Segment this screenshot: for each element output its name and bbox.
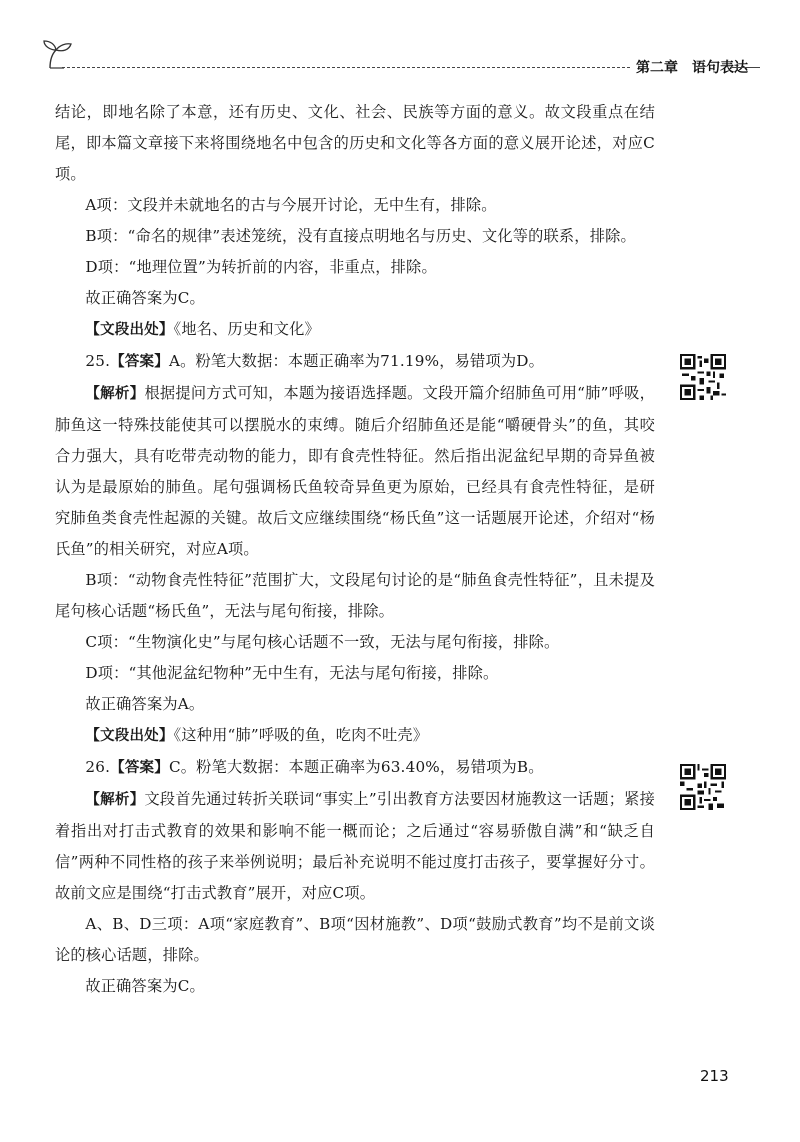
option-analysis: A、B、D三项：A项“家庭教育”、B项“因材施教”、D项“鼓励式教育”均不是前文谈论的核心话题，排除。 — [55, 915, 655, 964]
answer-line-25: 25.【答案】A。粉笔大数据：本题正确率为71.19%，易错项为D。 — [85, 352, 544, 370]
page-body — [55, 97, 655, 1002]
option-analysis: A项：文段并未就地名的古与今展开讨论，无中生有，排除。 — [85, 196, 497, 214]
page-number: 213 — [700, 1067, 729, 1085]
option-analysis: B项：“动物食壳性特征”范围扩大，文段尾句讨论的是“肺鱼食壳性特征”，且未提及尾句核心话题“杨氏鱼”，无法与尾句衔接，排除。 — [55, 571, 655, 620]
option-analysis: C项：“生物演化史”与尾句核心话题不一致，无法与尾句衔接，排除。 — [85, 633, 560, 651]
answer-tag: 【答案】 — [110, 354, 169, 370]
answer-conclusion: 故正确答案为A。 — [85, 695, 205, 713]
analysis-26: 【解析】文段首先通过转折关联词“事实上”引出教育方法要因材施教这一话题；紧接着指出对打击式教育的效果和影响不能一概而论；之后通过“容易骄傲自满”和“缺乏自信”两种不同性格的孩子来举例说明；最后补充说明不能过度打击孩子，要掌握好分寸。故前文应是围绕“打击式教育”展开，对应C项。 — [55, 790, 655, 902]
header-rule-right — [730, 67, 760, 68]
source-tag: 【文段出处】 — [85, 728, 174, 744]
analysis-tag: 【解析】 — [85, 386, 145, 402]
analysis-tag: 【解析】 — [85, 792, 145, 808]
source-citation: 【文段出处】《地名、历史和文化》 — [85, 320, 320, 338]
answer-conclusion: 故正确答案为C。 — [85, 977, 205, 995]
option-analysis: D项：“地理位置”为转折前的内容，非重点，排除。 — [85, 258, 437, 276]
qr-code-icon[interactable] — [680, 764, 726, 810]
source-tag: 【文段出处】 — [85, 322, 174, 338]
option-analysis: D项：“其他泥盆纪物种”无中生有，无法与尾句衔接，排除。 — [85, 664, 499, 682]
header-rule-left — [62, 67, 630, 68]
chapter-title: 第二章 语句表达 — [636, 60, 748, 76]
answer-line-26: 26.【答案】C。粉笔大数据：本题正确率为63.40%，易错项为B。 — [85, 758, 544, 776]
option-analysis: B项：“命名的规律”表述笼统，没有直接点明地名与历史、文化等的联系，排除。 — [85, 227, 636, 245]
qr-code-icon[interactable] — [680, 354, 726, 400]
source-citation: 【文段出处】《这种用“肺”呼吸的鱼，吃肉不吐壳》 — [85, 726, 429, 744]
analysis-25: 【解析】根据提问方式可知，本题为接语选择题。文段开篇介绍肺鱼可用“肺”呼吸，肺鱼这一特殊技能使其可以摆脱水的束缚。随后介绍肺鱼还是能“嚼硬骨头”的鱼，其咬合力强大，具有吃带壳动物的能力，即有食壳性特征。然后指出泥盆纪早期的奇异鱼被认为是最原始的肺鱼。尾句强调杨氏鱼较奇异鱼更为原始，已经具有食壳性特征，是研究肺鱼类食壳性起源的关键。故后文应继续围绕“杨氏鱼”这一话题展开论述，介绍对“杨氏鱼”的相关研究，对应A项。 — [55, 384, 655, 558]
running-header — [40, 38, 760, 78]
paragraph-continuation: 结论，即地名除了本意，还有历史、文化、社会、民族等方面的意义。故文段重点在结尾，即本篇文章接下来将围绕地名中包含的历史和文化等各方面的意义展开论述，对应C项。 — [55, 103, 655, 183]
answer-conclusion: 故正确答案为C。 — [85, 289, 205, 307]
answer-tag: 【答案】 — [110, 760, 169, 776]
